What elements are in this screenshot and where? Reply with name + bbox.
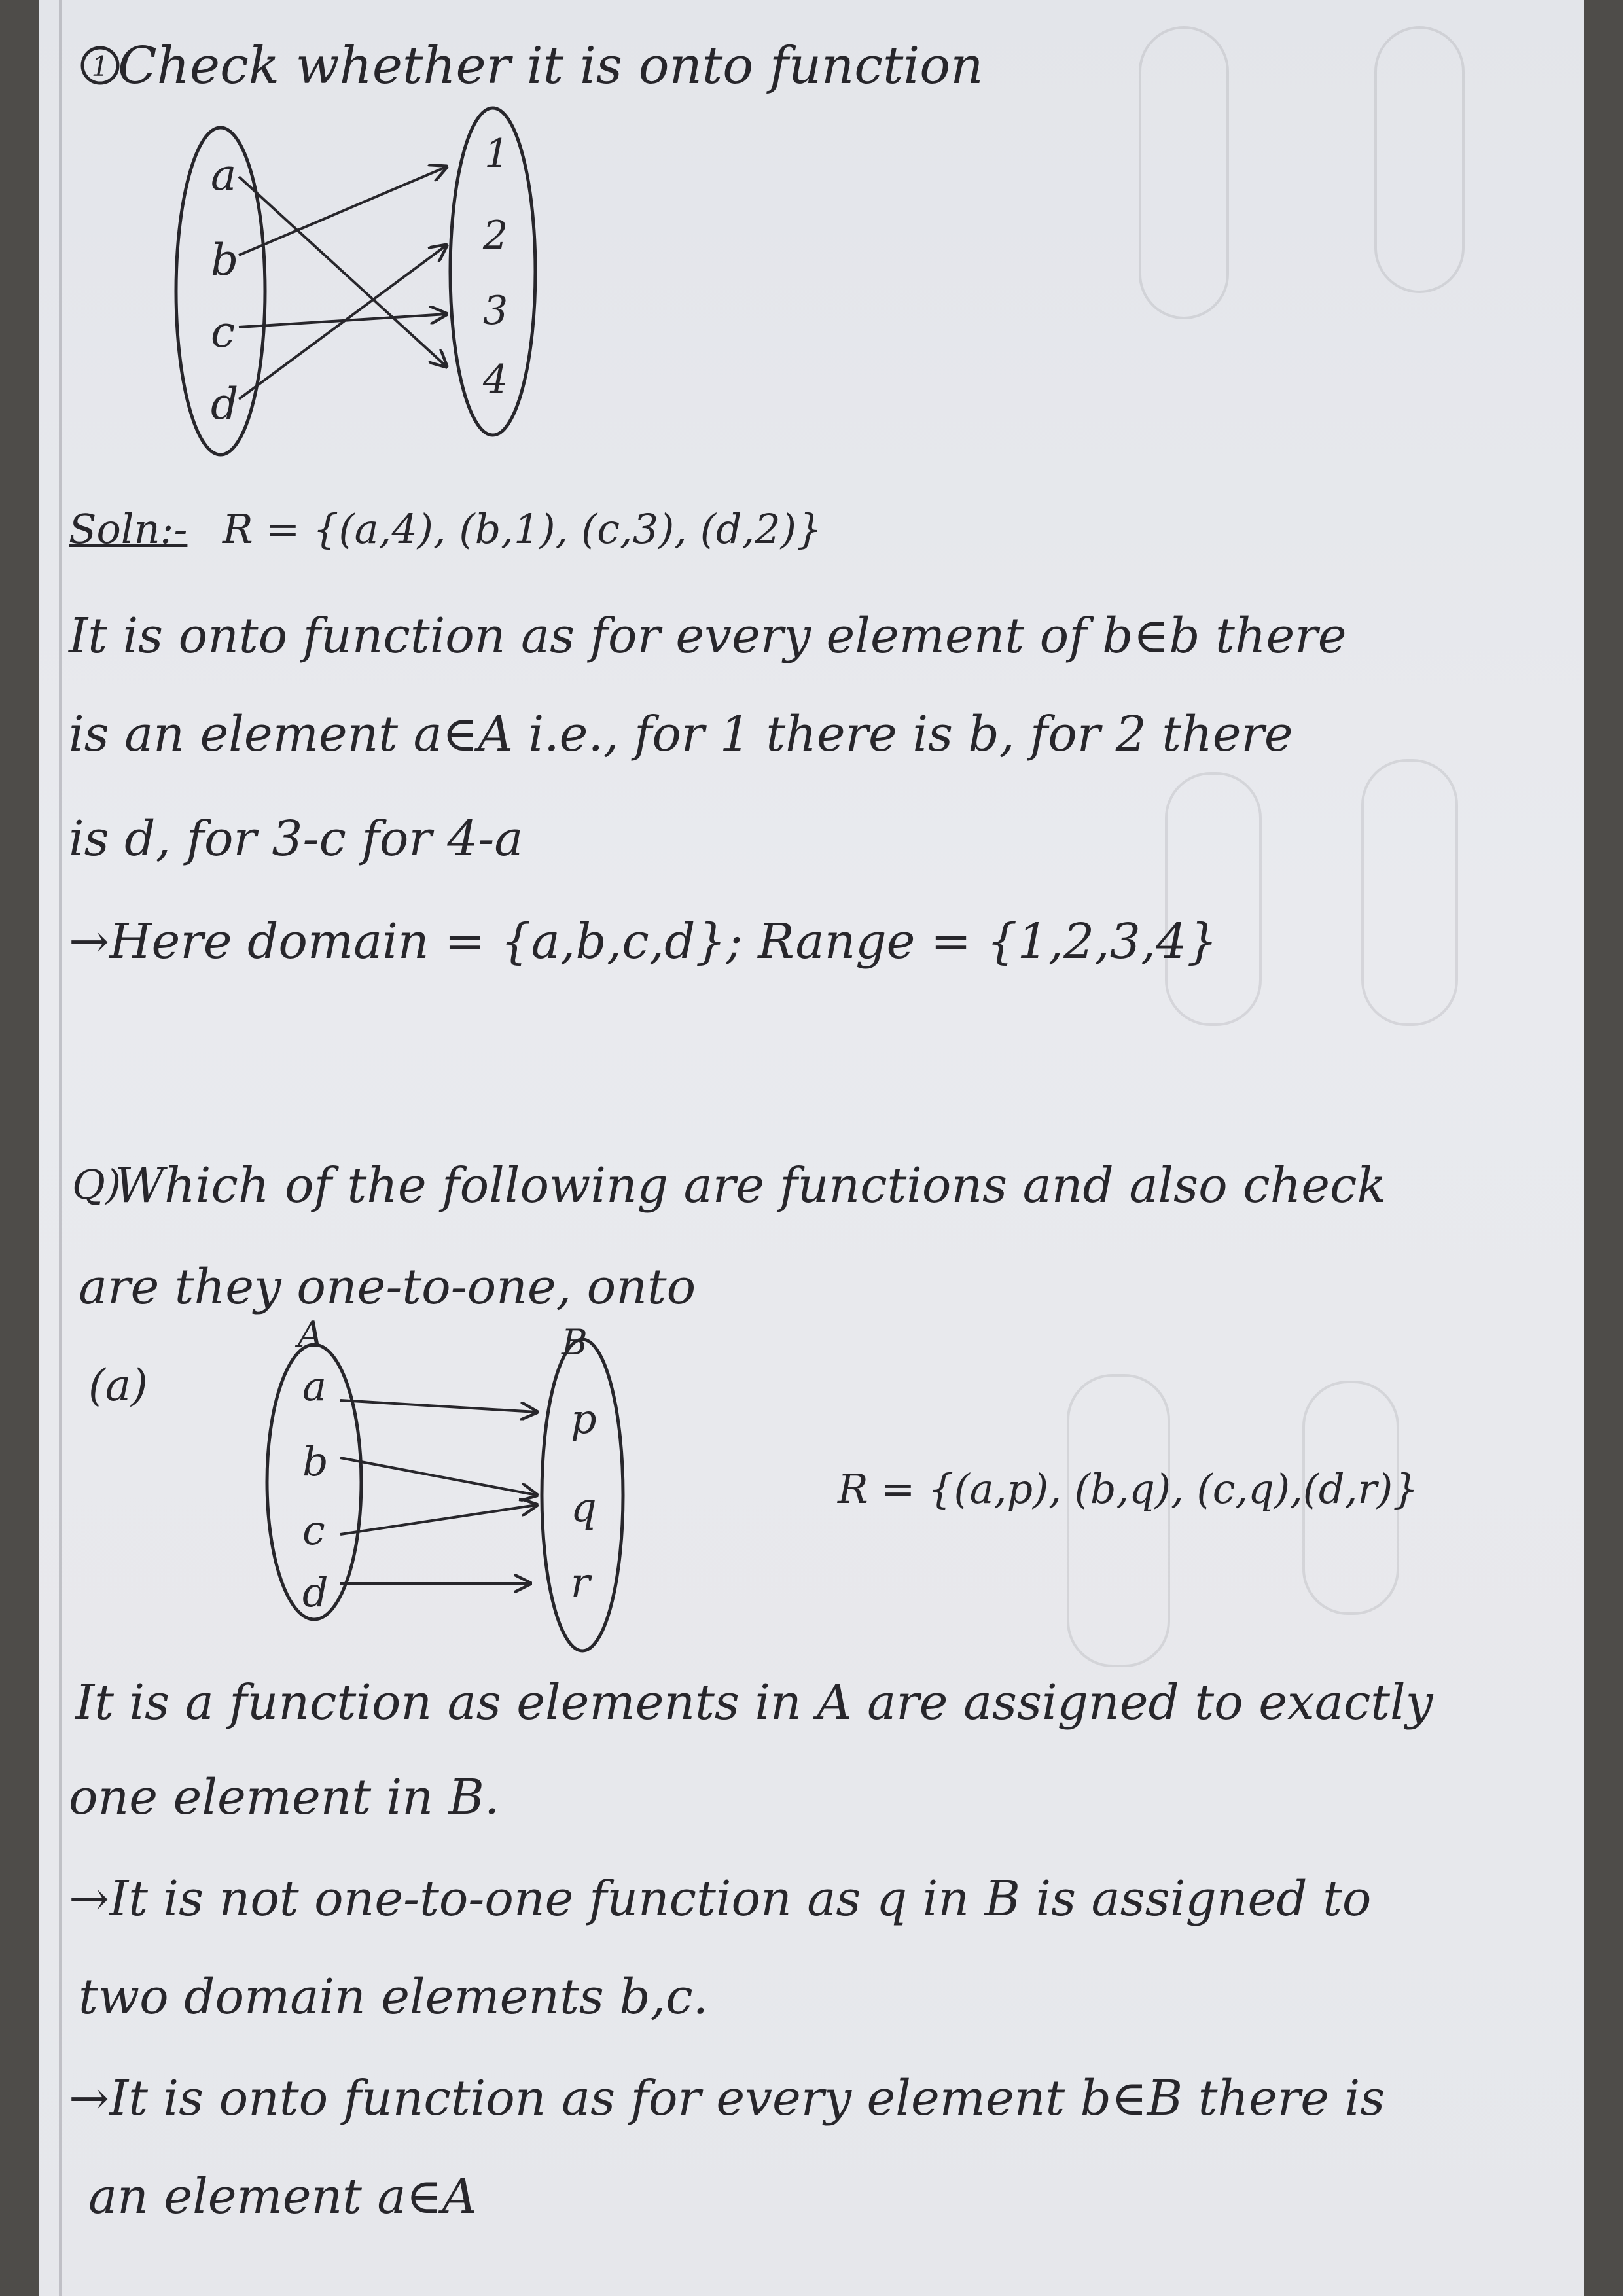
solution-line-2: is an element a∈A i.e., for 1 there is b, for 2 there	[69, 706, 1293, 762]
arrow-b-to-q	[340, 1458, 537, 1495]
codomain-element-1: 1	[484, 131, 510, 177]
answer-line-4: two domain elements b,c.	[79, 1969, 709, 2025]
solution-relation: R = {(a,4), (b,1), (c,3), (d,2)}	[223, 505, 823, 553]
domain-element-a: a	[211, 150, 237, 200]
set-b-element-q: q	[571, 1483, 597, 1531]
answer-line-1: It is a function as elements in A are assigned to exactly	[75, 1674, 1433, 1731]
solution-label: Soln:-	[69, 505, 188, 553]
set-a-element-c: c	[302, 1506, 325, 1554]
question2-line-2: are they one-to-one, onto	[79, 1259, 696, 1315]
set-a-element-d: d	[302, 1568, 329, 1616]
domain-element-c: c	[211, 307, 235, 357]
answer-line-3: →It is not one-to-one function as q in B is assigned to	[69, 1871, 1372, 1927]
set-b-element-p: p	[571, 1395, 597, 1443]
question2-label: Q)	[72, 1161, 122, 1209]
arrow-c-to-q	[340, 1505, 537, 1534]
codomain-element-3: 3	[483, 288, 508, 334]
solution-line-3: is d, for 3-c for 4-a	[69, 811, 524, 867]
question2-line-1: Which of the following are functions and also check	[115, 1157, 1387, 1214]
codomain-element-4: 4	[483, 357, 508, 402]
diagram2-relation: R = {(a,p), (b,q), (c,q),(d,r)}	[838, 1465, 1419, 1513]
notebook-page	[39, 0, 1584, 2296]
domain-element-b: b	[211, 235, 239, 285]
set-b-element-r: r	[571, 1559, 590, 1606]
part-label: (a)	[88, 1360, 148, 1411]
mapping-diagram-2	[39, 0, 1584, 2296]
answer-line-2: one element in B.	[69, 1769, 500, 1826]
domain-element-d: d	[211, 379, 239, 429]
codomain-element-2: 2	[483, 213, 508, 258]
set-a-element-a: a	[302, 1362, 327, 1410]
set-a-element-b: b	[302, 1438, 329, 1485]
solution-line-4: →Here domain = {a,b,c,d}; Range = {1,2,3,4}	[69, 913, 1218, 970]
set-a-label: A	[298, 1314, 323, 1355]
answer-line-5: →It is onto function as for every element b∈B there is	[69, 2070, 1385, 2127]
question-number: 1	[91, 50, 109, 82]
set-b-label: B	[562, 1322, 588, 1363]
solution-line-1: It is onto function as for every element of b∈b there	[69, 608, 1347, 664]
arrow-a-to-p	[340, 1400, 537, 1412]
question1-title: Check whether it is onto function	[118, 37, 984, 96]
answer-line-6: an element a∈A	[88, 2168, 477, 2225]
